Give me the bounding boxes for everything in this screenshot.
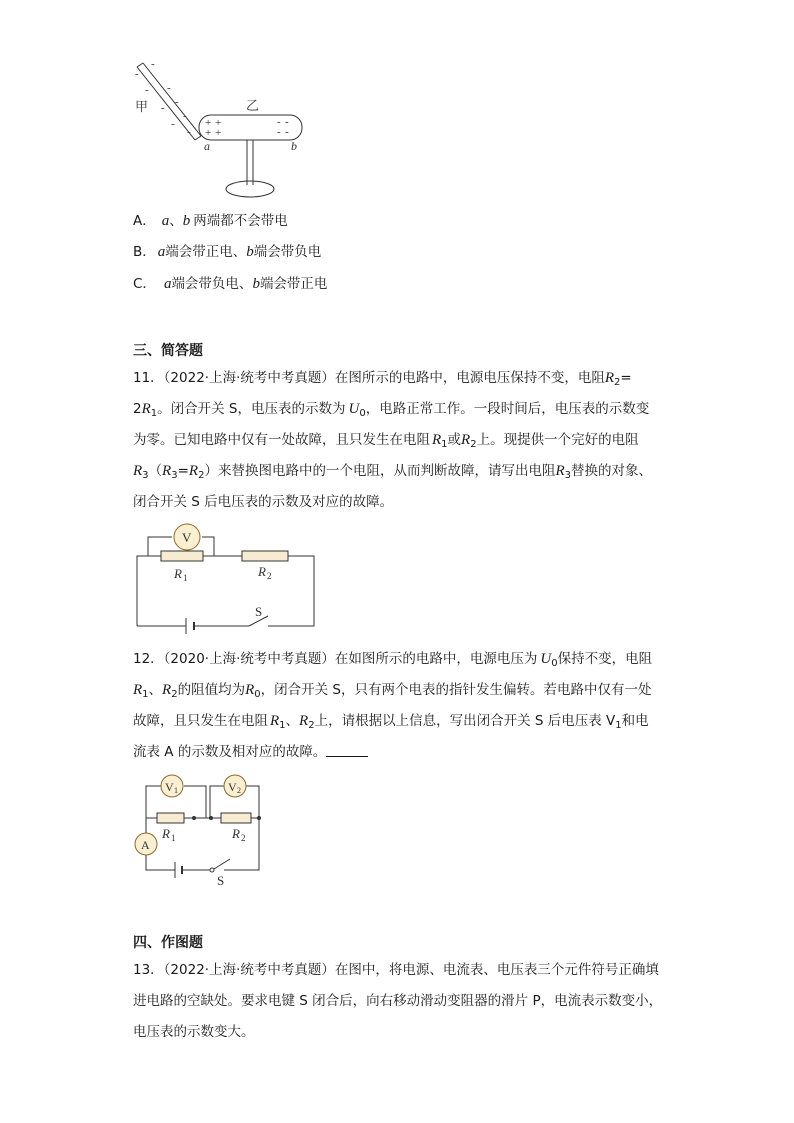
svg-text:+: + [205, 127, 212, 139]
q12-junction [257, 816, 261, 820]
section-heading-3: 三、简答题 [133, 343, 203, 359]
q11-voltmeter-label: V [182, 530, 192, 545]
q11-line2: $2R_1$。闭合开关 S，电压表的示数为 $U_0$，电路正常工作。一段时间后，电压表的示数变 [133, 401, 650, 419]
rod-jia-charges [135, 58, 191, 138]
q12-circuit [128, 770, 268, 888]
q12-ammeter-label: A [141, 838, 150, 852]
q12-v2-label: V [228, 780, 237, 794]
svg-text:-: - [135, 68, 139, 80]
svg-text:+: + [205, 117, 212, 129]
label-yi: 乙 [246, 98, 260, 113]
option-b: B． a端会带正电、b端会带负电 [133, 244, 322, 260]
q13-line1: 13．（2022·上海·统考中考真题）在图中，将电源、电流表、电压表三个元件符号正确填 [133, 962, 659, 978]
q12-v1-label: V [165, 780, 174, 794]
q12-junction [192, 816, 196, 820]
q12-line3: 故障，且只发生在电阻 $R_1$、$R_2$上，请根据以上信息，写出闭合开关 S 后电压表 $V_1$和电 [133, 713, 649, 731]
charge-figure [125, 55, 325, 200]
svg-text:-: - [183, 110, 187, 122]
option-a: A． a、b 两端都不会带电 [133, 213, 288, 229]
svg-text:-: - [161, 102, 165, 114]
svg-text:-: - [277, 126, 281, 138]
q11-battery [186, 618, 194, 634]
svg-text:-: - [171, 118, 175, 130]
q11-line1: 11．（2022·上海·统考中考真题）在图所示的电路中，电源电压保持不变，电阻$R_2=$ [133, 370, 632, 388]
label-a: a [204, 139, 210, 153]
option-c: C． a端会带负电、b端会带正电 [133, 276, 328, 292]
svg-text:-: - [145, 84, 149, 96]
svg-text:+: + [215, 117, 222, 129]
q12-junction [209, 816, 213, 820]
q12-label-r2: R [232, 826, 240, 841]
q12-line1: 12．（2020·上海·统考中考真题）在如图所示的电路中，电源电压为 $U_0$保持不变，电阻 [133, 651, 653, 669]
conductor-negative-charges [277, 116, 289, 138]
q12-resistor-r1 [157, 813, 184, 823]
answer-blank[interactable] [326, 744, 368, 757]
stand-base [226, 181, 274, 197]
svg-text:-: - [277, 116, 281, 128]
svg-text:-: - [187, 126, 191, 138]
q12-label-s: S [217, 873, 225, 888]
q12-label-r2-sub: 2 [241, 833, 246, 843]
q12-label-r1: R [162, 826, 170, 841]
svg-text:-: - [175, 96, 179, 108]
q11-line4: $R_3(R_3=R_2)$来替换图电路中的一个电阻，从而判断故障，请写出电阻$R_3$替换的对象、 [133, 463, 652, 481]
q13-line2: 进电路的空缺处。要求电键 S 闭合后，向右移动滑动变阻器的滑片 P，电流表示数变小， [133, 993, 663, 1009]
q11-circuit [128, 518, 328, 636]
q11-line3: 为零。已知电路中仅有一处故障，且只发生在电阻 $R_1$或$R_2$上。现提供一个完好的电阻 [133, 432, 639, 450]
q12-resistor-r2 [221, 813, 251, 823]
q12-line2: $R_1$、$R_2$的阻值均为$R_0$，闭合开关 S，只有两个电表的指针发生偏转。若电路中仅有一处 [133, 682, 652, 700]
q11-label-s: S [255, 604, 263, 619]
label-b: b [291, 139, 297, 153]
q11-label-r2-sub: 2 [267, 571, 272, 581]
label-jia: 甲 [135, 99, 149, 114]
q11-label-r2: R [258, 564, 266, 579]
svg-text:-: - [151, 58, 155, 70]
q11-wires [137, 537, 314, 626]
conductor-positive-charges [205, 117, 221, 139]
svg-text:+: + [215, 127, 222, 139]
q12-label-r1-sub: 1 [171, 833, 176, 843]
q12-v2-sub: 2 [237, 786, 241, 795]
section-heading-4: 四、作图题 [133, 935, 203, 951]
q11-label-r1-sub: 1 [183, 573, 188, 583]
q12-battery [175, 862, 182, 878]
q11-label-r1: R [174, 566, 182, 581]
q13-line3: 电压表的示数变大。 [133, 1024, 255, 1040]
svg-text:-: - [285, 116, 289, 128]
q11-resistor-r2 [242, 551, 288, 561]
q11-resistor-r1 [161, 551, 203, 561]
q11-line5: 闭合开关 S 后电压表的示数及对应的故障。 [133, 494, 394, 510]
svg-text:-: - [285, 126, 289, 138]
q12-v1-sub: 1 [174, 786, 178, 795]
q12-line4: 流表 A 的示数及相对应的故障。 [133, 744, 368, 760]
svg-text:-: - [167, 82, 171, 94]
